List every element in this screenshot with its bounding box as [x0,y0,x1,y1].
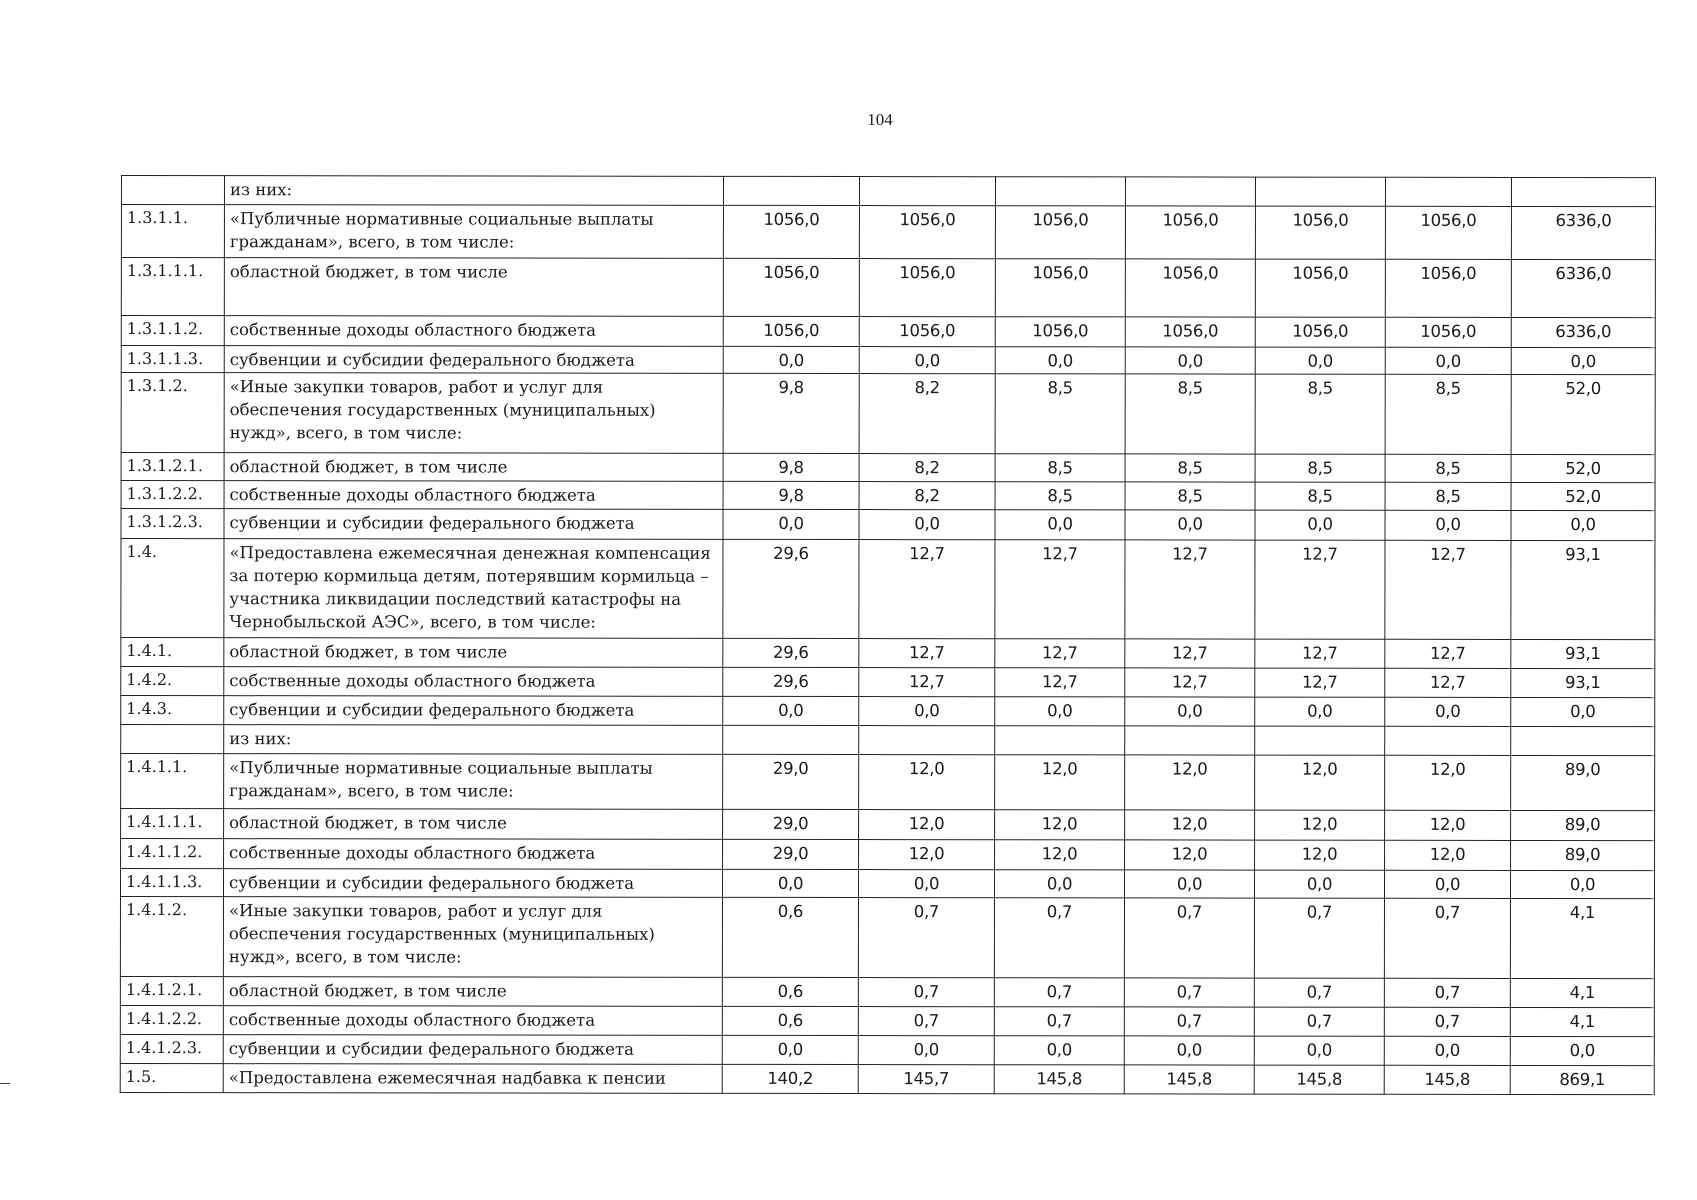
row-year-value: 0,0 [1385,697,1511,726]
row-description: областной бюджет, в том числе [224,809,723,840]
row-year-value: 29,0 [723,754,859,809]
row-description: «Иные закупки товаров, работ и услуг для обеспечения государственных (муниципальных) нужд», всего, в том числе: [224,373,723,454]
row-description: собственные доходы областного бюджета [224,481,723,510]
row-description: «Предоставлена ежемесячная надбавка к пенсии [223,1064,722,1094]
row-year-value: 12,0 [995,810,1125,840]
table-row [120,1035,1654,1066]
row-total-value: 0,0 [1510,871,1654,899]
row-year-value: 1056,0 [995,317,1125,347]
row-year-value: 0,0 [1385,510,1511,540]
row-year-value: 8,2 [859,482,995,510]
row-year-value: 0,7 [858,898,994,978]
row-year-value: 145,8 [1124,1065,1254,1094]
row-description: «Предоставлена ежемесячная денежная компенсация за потерю кормильца детям, потерявшим кормильца – участника ликвидации последствий катастрофы на Чернобыльской АЭС», всего, в том числе: [224,539,723,639]
row-year-value: 0,0 [1385,347,1511,374]
row-year-value: 8,5 [1385,374,1511,454]
row-description: областной бюджет, в том числе [224,638,723,668]
row-description: «Публичные нормативные социальные выплаты гражданам», всего, в том числе: [224,205,723,259]
row-description: «Публичные нормативные социальные выплаты гражданам», всего, в том числе: [224,754,723,810]
row-year-value: 8,5 [1255,482,1385,510]
row-year-value: 8,2 [859,454,995,482]
row-year-value: 0,0 [1125,510,1255,540]
row-year-value: 0,7 [994,898,1124,978]
row-year-value: 145,8 [1384,1065,1510,1094]
row-code: 1.4.1.2.1. [120,977,223,1006]
row-year-value: 1056,0 [859,259,995,317]
row-total-value: 93,1 [1511,541,1655,640]
row-description: субвенции и субсидии федерального бюджета [223,869,722,898]
row-year-value [723,725,859,754]
row-total-value: 52,0 [1511,375,1655,455]
row-description: областной бюджет, в том числе [224,453,723,482]
row-total-value [1511,727,1655,756]
row-description: из них: [224,725,723,755]
row-year-value: 12,7 [859,639,995,668]
table-row [121,453,1655,483]
row-year-value: 29,6 [723,539,859,638]
row-year-value: 0,0 [1384,1036,1510,1065]
row-code: 1.3.1.1.2. [121,316,224,346]
row-year-value: 0,0 [858,870,994,898]
row-description: областной бюджет, в том числе [224,258,723,317]
row-year-value: 0,0 [1255,697,1385,726]
row-code: 1.4.1.2. [120,897,223,977]
row-year-value: 0,7 [858,978,994,1007]
row-code: 1.4.1. [121,638,224,667]
row-description: собственные доходы областного бюджета [224,316,723,347]
row-year-value: 0,0 [723,696,859,725]
row-year-value: 0,6 [722,897,858,977]
row-total-value: 6336,0 [1511,206,1655,259]
table-row [120,1006,1654,1037]
row-total-value: 869,1 [1510,1066,1654,1095]
row-code: 1.3.1.2. [121,373,224,453]
row-year-value: 0,0 [722,869,858,897]
row-year-value: 8,5 [995,482,1125,510]
row-year-value: 12,0 [1255,840,1385,870]
margin-mark [0,1083,10,1084]
row-year-value: 12,0 [1255,755,1385,810]
row-year-value: 0,7 [1384,1007,1510,1036]
row-code: 1.4.2. [121,667,224,696]
row-year-value [859,177,995,206]
row-year-value: 12,7 [1125,639,1255,668]
table-row [121,638,1655,669]
row-year-value [995,726,1125,755]
row-description: субвенции и субсидии федерального бюджета [224,509,723,540]
row-code [121,725,224,754]
row-year-value: 0,0 [995,510,1125,540]
row-description: собственные доходы областного бюджета [224,667,723,697]
row-description: областной бюджет, в том числе [223,977,722,1007]
row-code [121,176,224,205]
row-year-value: 0,0 [1124,1036,1254,1065]
row-year-value: 8,5 [1255,454,1385,482]
row-total-value: 0,0 [1511,698,1655,727]
row-year-value: 0,0 [859,697,995,726]
row-year-value: 1056,0 [859,206,995,259]
table-row [121,176,1655,207]
row-code: 1.3.1.1. [121,205,224,258]
row-year-value: 12,7 [995,668,1125,697]
row-year-value: 12,0 [1385,810,1511,840]
row-year-value: 0,0 [1124,870,1254,898]
row-year-value: 12,7 [859,668,995,697]
row-year-value: 0,7 [1254,898,1384,978]
row-year-value: 0,6 [722,1006,858,1035]
row-year-value [859,726,995,755]
row-year-value: 0,0 [1254,870,1384,898]
row-year-value: 0,7 [994,978,1124,1007]
row-year-value: 145,7 [858,1065,994,1094]
row-year-value: 8,5 [1125,374,1255,454]
table-row [121,539,1655,640]
page-number: 104 [867,110,893,129]
row-year-value: 0,0 [1255,510,1385,540]
row-year-value [1255,726,1385,755]
row-total-value: 0,0 [1511,347,1655,374]
row-description: собственные доходы областного бюджета [223,1006,722,1036]
row-year-value: 0,0 [1254,1036,1384,1065]
row-total-value: 89,0 [1511,756,1655,811]
row-year-value: 12,7 [1255,540,1385,639]
table-row [121,696,1655,727]
row-year-value: 12,0 [995,755,1125,810]
row-year-value: 0,7 [994,1007,1124,1036]
row-year-value: 1056,0 [1125,259,1255,317]
row-total-value: 4,1 [1510,899,1654,979]
row-description: субвенции и субсидии федерального бюджета [224,696,723,726]
row-year-value: 0,0 [1384,870,1510,898]
row-description: «Иные закупки товаров, работ и услуг для обеспечения государственных (муниципальных) нужд», всего, в том числе: [223,897,722,978]
row-total-value: 52,0 [1511,455,1655,483]
row-year-value: 12,0 [859,810,995,840]
row-year-value: 0,0 [1125,697,1255,726]
row-year-value [1125,726,1255,755]
row-code: 1.3.1.2.1. [121,453,224,481]
row-code: 1.3.1.1.1. [121,258,224,316]
row-year-value: 12,0 [1125,840,1255,870]
row-year-value: 0,0 [858,1036,994,1065]
row-year-value: 12,0 [1385,840,1511,870]
row-total-value: 93,1 [1511,669,1655,698]
table-row [120,897,1654,979]
table-row [121,346,1655,375]
row-code: 1.4.1.1.3. [120,869,223,897]
row-year-value: 1056,0 [859,317,995,347]
row-year-value: 1056,0 [1125,317,1255,347]
row-year-value: 1056,0 [1255,206,1385,259]
row-year-value: 0,0 [859,347,995,374]
row-total-value: 93,1 [1511,640,1655,669]
row-year-value [723,176,859,205]
row-description: из них: [224,176,723,206]
row-code: 1.4.3. [121,696,224,725]
row-year-value: 8,5 [995,454,1125,482]
row-year-value: 0,0 [1255,347,1385,374]
row-year-value: 29,6 [723,638,859,667]
row-year-value: 1056,0 [723,258,859,316]
row-year-value: 12,0 [859,840,995,870]
table-row [121,809,1655,841]
row-year-value: 1056,0 [723,316,859,346]
row-year-value: 1056,0 [1385,317,1511,347]
row-year-value: 8,5 [995,374,1125,454]
row-year-value: 9,8 [723,453,859,481]
row-year-value [1385,177,1511,206]
row-year-value: 12,7 [1125,668,1255,697]
row-code: 1.3.1.2.3. [121,509,224,539]
row-code: 1.4.1.1.1. [121,809,224,839]
row-total-value: 0,0 [1510,1037,1654,1066]
row-year-value: 0,0 [722,1035,858,1064]
row-year-value: 1056,0 [723,205,859,258]
row-year-value: 12,0 [995,840,1125,870]
table-row [121,754,1655,811]
row-year-value: 12,7 [995,540,1125,639]
row-year-value: 0,7 [1384,898,1510,978]
table-row [121,667,1655,698]
table-row [121,509,1655,541]
row-year-value: 8,5 [1255,374,1385,454]
row-year-value: 12,7 [1385,540,1511,639]
row-year-value: 1056,0 [1385,206,1511,259]
row-code: 1.4.1.2.2. [120,1006,223,1035]
row-year-value: 0,7 [1384,978,1510,1007]
row-code: 1.5. [120,1064,223,1093]
row-year-value: 0,7 [858,1007,994,1036]
row-year-value: 1056,0 [1125,206,1255,259]
row-year-value [1255,177,1385,206]
row-code: 1.4.1.1. [121,754,224,809]
row-description: субвенции и субсидии федерального бюджета [224,346,723,374]
row-code: 1.4.1.1.2. [121,839,224,869]
table-row [121,205,1655,260]
row-year-value: 9,8 [723,373,859,453]
row-year-value: 140,2 [722,1064,858,1093]
row-year-value: 8,5 [1125,454,1255,482]
budget-table [120,175,1656,1095]
row-year-value: 0,0 [1125,347,1255,374]
row-year-value: 0,7 [1124,898,1254,978]
row-year-value: 0,7 [1124,1007,1254,1036]
row-description: субвенции и субсидии федерального бюджета [223,1035,722,1065]
row-code: 1.3.1.2.2. [121,481,224,509]
row-year-value: 0,0 [994,870,1124,898]
row-year-value: 1056,0 [1385,259,1511,317]
row-year-value: 12,0 [1125,810,1255,840]
row-year-value: 8,5 [1125,482,1255,510]
row-total-value: 89,0 [1511,841,1655,871]
table-row [121,258,1655,318]
row-year-value: 9,8 [723,481,859,509]
row-year-value: 12,0 [1385,755,1511,810]
row-year-value: 8,5 [1385,482,1511,510]
row-year-value: 0,0 [859,510,995,540]
row-year-value: 1056,0 [995,206,1125,259]
row-total-value: 52,0 [1511,483,1655,511]
row-year-value: 8,5 [1385,454,1511,482]
row-year-value [1385,726,1511,755]
row-code: 1.4.1.2.3. [120,1035,223,1064]
row-total-value: 4,1 [1510,979,1654,1008]
row-year-value: 0,0 [723,509,859,539]
row-year-value: 0,0 [995,347,1125,374]
row-total-value: 89,0 [1511,811,1655,841]
row-year-value: 12,7 [1255,668,1385,697]
row-year-value: 12,0 [859,755,995,810]
row-year-value: 12,7 [859,540,995,639]
row-year-value: 29,0 [723,839,859,869]
row-year-value: 0,7 [1254,1007,1384,1036]
row-total-value: 4,1 [1510,1008,1654,1037]
table-row [121,839,1655,871]
row-year-value: 29,0 [723,809,859,839]
table-row [121,316,1655,348]
row-year-value: 12,7 [995,639,1125,668]
table-row [120,869,1654,899]
row-total-value: 6336,0 [1511,259,1655,317]
row-year-value: 0,7 [1124,978,1254,1007]
row-year-value: 0,6 [722,977,858,1006]
row-year-value: 145,8 [994,1065,1124,1094]
row-year-value: 0,0 [723,346,859,373]
row-year-value: 0,0 [994,1036,1124,1065]
row-code: 1.3.1.1.3. [121,346,224,373]
table-row [120,1064,1654,1095]
row-year-value: 12,7 [1385,639,1511,668]
row-year-value: 8,2 [859,374,995,454]
row-year-value: 12,7 [1385,668,1511,697]
row-year-value: 12,0 [1255,810,1385,840]
row-description: собственные доходы областного бюджета [224,839,723,870]
row-year-value: 1056,0 [1255,259,1385,317]
row-year-value [1125,177,1255,206]
row-year-value: 0,7 [1254,978,1384,1007]
table-body [120,176,1655,1095]
row-year-value: 12,0 [1125,755,1255,810]
table-row [121,481,1655,511]
table-row [121,373,1655,455]
row-total-value: 0,0 [1511,511,1655,541]
row-total-value [1511,177,1655,206]
row-year-value: 12,7 [1125,540,1255,639]
row-year-value: 29,6 [723,667,859,696]
row-year-value [995,177,1125,206]
row-year-value: 0,0 [995,697,1125,726]
row-total-value: 6336,0 [1511,317,1655,347]
row-code: 1.4. [121,539,224,638]
row-year-value: 145,8 [1254,1065,1384,1094]
row-year-value: 1056,0 [1255,317,1385,347]
row-year-value: 12,7 [1255,639,1385,668]
row-year-value: 1056,0 [995,259,1125,317]
table-row [121,725,1655,756]
table-row [120,977,1654,1008]
